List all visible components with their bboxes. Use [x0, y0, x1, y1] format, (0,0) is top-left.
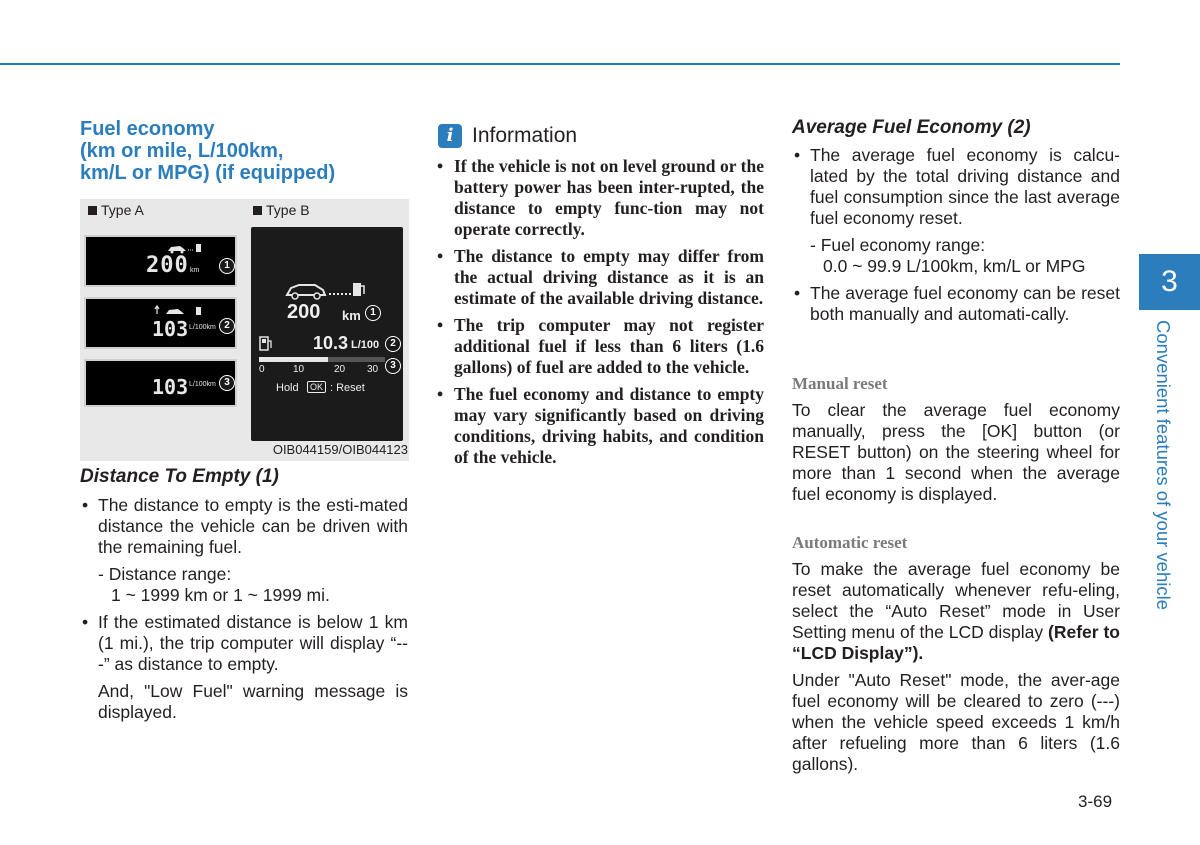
reset-text: : Reset: [330, 382, 365, 394]
chapter-title: Convenient features of your vehicle: [1153, 320, 1174, 611]
average-economy-unit: L/100km: [189, 324, 216, 331]
section-title-line: (km or mile, L/100km,: [80, 140, 284, 162]
instant-economy-value: 103: [152, 375, 189, 399]
section-title-line: Fuel economy: [80, 118, 215, 140]
top-rule: [0, 63, 1120, 65]
distance-to-empty-heading: Distance To Empty (1): [80, 466, 279, 487]
type-a-panel-distance: [84, 235, 237, 287]
auto-reset-mode-text: Under "Auto Reset" mode, the aver-age fuel economy will be cleared to zero (---) when the vehicle speed exceeds 1 km/h after refueling more than 6 liters (1.6 gallons).: [792, 670, 1120, 774]
info-icon: i: [438, 124, 462, 148]
callout-1: 1: [365, 305, 381, 321]
scale-tick: 10: [293, 364, 305, 375]
range-value: 0.0 ~ 99.9 L/100km, km/L or MPG: [823, 256, 1086, 276]
type-b-label: Type B: [253, 202, 310, 218]
automatic-reset-body: [792, 559, 1120, 775]
average-economy-value: 103: [152, 317, 189, 341]
type-a-label: Type A: [88, 202, 144, 218]
bullet-item: • The average fuel economy can be reset both manually and automati-cally.: [792, 283, 1120, 325]
economy-unit: L/100: [351, 339, 380, 351]
trip-reset-icon: [154, 304, 204, 318]
distance-unit: km: [190, 267, 200, 274]
ok-button-icon: OK: [307, 381, 326, 393]
information-item: • If the vehicle is not on level ground or the battery power has been inter-rupted, the distance to empty func-tion may not operate correctly.: [436, 156, 764, 240]
scale-tick: 20: [334, 364, 346, 375]
car-fuel-icon: [285, 277, 375, 301]
lcd-display-reference: (Refer to “LCD Display”).: [792, 622, 1120, 663]
distance-value: 200: [287, 301, 321, 323]
average-fuel-economy-heading: Average Fuel Economy (2): [792, 117, 1031, 138]
range-label: - Distance range:: [98, 564, 232, 584]
information-item: • The fuel economy and distance to empty may vary significantly based on driving conditions, driving habits, and condition of the vehicle.: [436, 384, 764, 468]
type-a-panel-instant-economy: [84, 359, 237, 407]
type-a-panel-average-economy: [84, 297, 237, 349]
chapter-title-vertical: [1152, 320, 1174, 620]
range-label: - Fuel economy range:: [810, 235, 986, 255]
callout-2: 2: [385, 336, 401, 352]
automatic-reset-text: To make the average fuel economy be reset automatically whenever refu-eling, select the “Auto Reset” mode in User Setting menu of the LCD display: [792, 559, 1120, 642]
economy-value: 10.3: [313, 333, 349, 353]
bullet-item: • If the estimated distance is below 1 km (1 mi.), the trip computer will display “---” as distance to empty.: [80, 612, 408, 675]
instrument-cluster-figure: [80, 199, 409, 461]
callout-1: 1: [219, 258, 235, 274]
information-title: Information: [472, 124, 578, 147]
distance-value: 200: [146, 253, 189, 278]
type-a-display: [84, 227, 237, 407]
information-item: • The trip computer may not register additional fuel if less than 6 liters (1.6 gallons) of fuel are added to the vehicle.: [436, 315, 764, 378]
section-title-line: km/L or MPG) (if equipped): [80, 162, 336, 184]
bullet-item: • The average fuel economy is calcu-lated by the total driving distance and fuel consumption since the last average fuel economy reset.: [792, 145, 1120, 229]
manual-reset-heading: Manual reset: [792, 374, 888, 393]
callout-3: 3: [219, 375, 235, 391]
scale-tick: 30: [367, 364, 379, 375]
page-number: 3-69: [1078, 792, 1113, 811]
distance-unit: km: [342, 308, 361, 323]
hold-text: Hold: [276, 382, 299, 394]
range-value: 1 ~ 1999 km or 1 ~ 1999 mi.: [111, 585, 330, 605]
fuel-economy-bar-fill: [259, 357, 328, 362]
manual-reset-text: To clear the average fuel economy manually, press the [OK] button (or RESET button) on the steering wheel for more than 1 second when the average fuel economy is displayed.: [792, 400, 1120, 504]
information-list: [436, 156, 764, 474]
section-title: [80, 118, 410, 184]
callout-2: 2: [219, 318, 235, 334]
low-fuel-note: And, "Low Fuel" warning message is displayed.: [98, 681, 408, 722]
chapter-number-tab: 3: [1139, 254, 1200, 310]
average-fuel-economy-body: [792, 145, 1120, 325]
distance-to-empty-body: [80, 495, 408, 723]
bullet-item: • The distance to empty is the esti-mated distance the vehicle can be driven with the remaining fuel.: [80, 495, 408, 558]
figure-code: OIB044159/OIB044123: [272, 442, 408, 457]
instant-economy-unit: L/100km: [189, 381, 216, 388]
automatic-reset-heading: Automatic reset: [792, 533, 908, 552]
information-item: • The distance to empty may differ from the actual driving distance as it is an estimate of the available driving distance.: [436, 246, 764, 309]
fuel-economy-bar: [259, 357, 385, 362]
scale-tick: 0: [259, 364, 265, 375]
callout-3: 3: [385, 358, 401, 374]
fuel-pump-icon: [259, 335, 273, 351]
type-b-display: [251, 227, 403, 441]
